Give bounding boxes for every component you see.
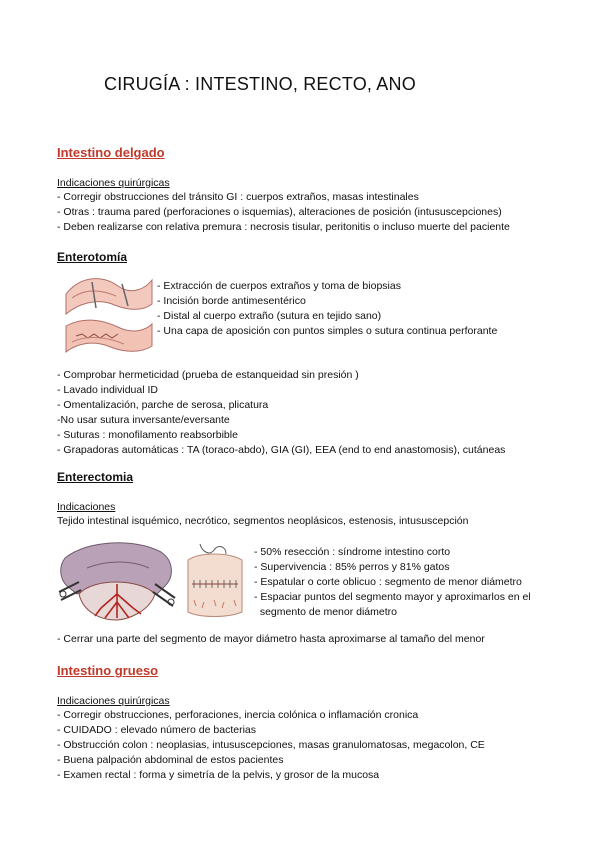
list-item: - CUIDADO : elevado número de bacterias: [57, 724, 257, 736]
list-item: - Comprobar hermeticidad (prueba de estanqueidad sin presión ): [57, 369, 359, 381]
list-item: - Lavado individual ID: [57, 384, 158, 396]
paragraph: Tejido intestinal isquémico, necrótico, segmentos neoplásicos, estenosis, intususcepción: [57, 515, 469, 527]
list-item: - Examen rectal : forma y simetría de la pelvis, y grosor de la mucosa: [57, 769, 380, 781]
section-heading-enterotomia: Enterotomía: [57, 250, 128, 264]
intestino-grueso-indicaciones: [57, 708, 485, 783]
list-item: - Supervivencia : 85% perros y 81% gatos: [254, 561, 450, 573]
list-item: - Obstrucción colon : neoplasias, intususcepciones, masas granulomatosas, megacolon, CE: [57, 739, 485, 751]
subheading-indicaciones-quirurgicas-grueso: Indicaciones quirúrgicas: [57, 695, 170, 707]
list-item: - Incisión borde antimesentérico: [157, 295, 306, 307]
list-item: - Omentalización, parche de serosa, plicatura: [57, 399, 269, 411]
list-item: - Extracción de cuerpos extraños y toma de biopsias: [157, 280, 401, 292]
list-item: - Corregir obstrucciones del tránsito GI : cuerpos extraños, masas intestinales: [57, 191, 419, 203]
list-item: - 50% resección : síndrome intestino corto: [254, 546, 451, 558]
list-item: - Cerrar una parte del segmento de mayor diámetro hasta aproximarse al tamaño del menor: [57, 633, 485, 645]
list-item: - Una capa de aposición con puntos simples o sutura continua perforante: [157, 325, 498, 337]
list-item: - Espaciar puntos del segmento mayor y aproximarlos en el: [254, 591, 531, 603]
section-heading-intestino-delgado: Intestino delgado: [57, 145, 165, 160]
list-item: segmento de menor diámetro: [254, 606, 397, 618]
page-title: CIRUGÍA : INTESTINO, RECTO, ANO: [104, 74, 416, 94]
enterotomy-notes: [57, 368, 505, 458]
list-item: - Otras : trauma pared (perforaciones o isquemias), alteraciones de posición (intususcepciones): [57, 206, 502, 218]
list-item: - Suturas : monofilamento reabsorbible: [57, 429, 238, 441]
list-item: - Espatular o corte oblicuo : segmento de menor diámetro: [254, 576, 522, 588]
list-item: -No usar sutura inversante/eversante: [57, 414, 230, 426]
subheading-indicaciones: Indicaciones: [57, 501, 116, 513]
enterotomy-illustration: [62, 268, 154, 356]
enterotomy-steps: [157, 279, 497, 339]
list-item: - Buena palpación abdominal de estos pacientes: [57, 754, 284, 766]
indicaciones-list: [57, 190, 510, 235]
subheading-indicaciones-quirurgicas: Indicaciones quirúrgicas: [57, 177, 170, 189]
enterectomia-closing: [57, 632, 485, 647]
list-item: - Deben realizarse con relativa premura : necrosis tisular, peritonitis o incluso muerte del paciente: [57, 221, 510, 233]
enterectomy-points: [254, 545, 531, 620]
list-item: - Corregir obstrucciones, perforaciones, inercia colónica o inflamación cronica: [57, 709, 419, 721]
section-heading-enterectomia: Enterectomia: [57, 470, 134, 484]
enterectomy-anastomosis-illustration: [180, 538, 250, 622]
list-item: - Distal al cuerpo extraño (sutura en tejido sano): [157, 310, 382, 322]
list-item: - Grapadoras automáticas : TA (toraco-abdo), GIA (GI), EEA (end to end anastomosis), cutáneas: [57, 444, 506, 456]
enterectomia-indicaciones: [57, 514, 468, 529]
section-heading-intestino-grueso: Intestino grueso: [57, 663, 159, 678]
enterectomy-resection-illustration: [57, 538, 177, 624]
